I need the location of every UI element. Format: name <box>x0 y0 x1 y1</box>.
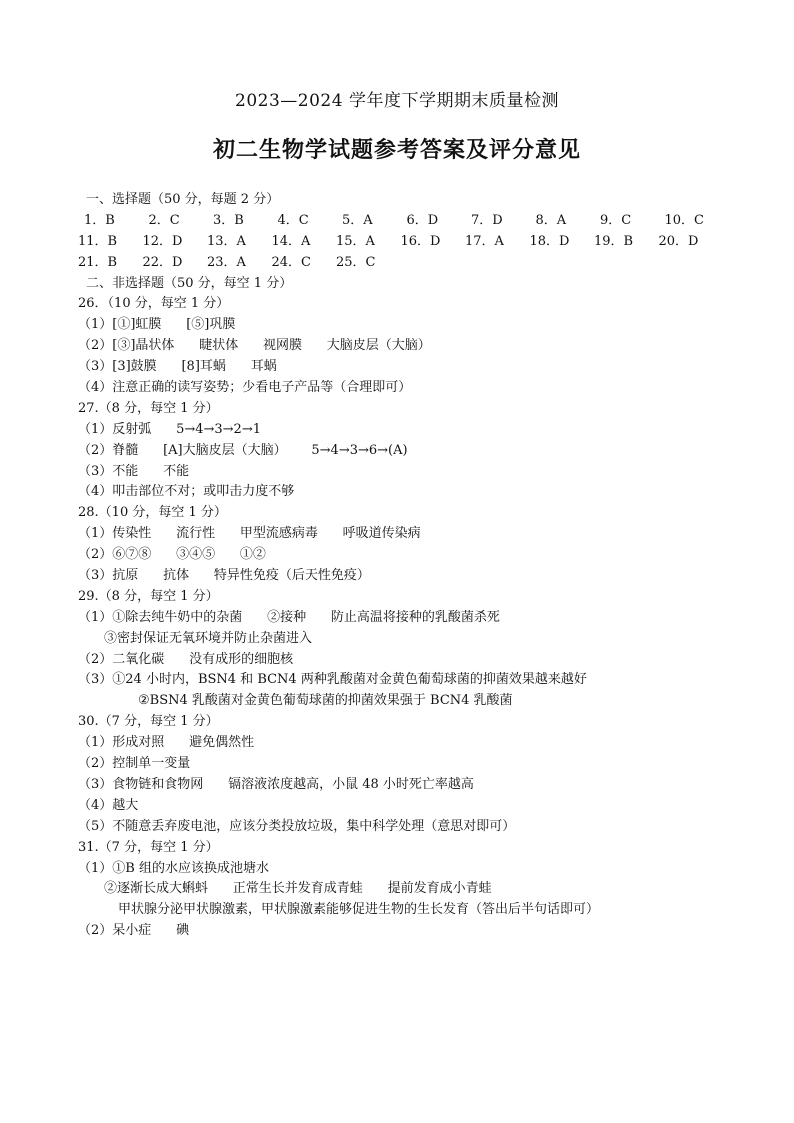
answer-line: （2）控制单一变量 <box>78 756 191 772</box>
answer-line: 26．（10 分，每空 1 分） <box>78 296 230 312</box>
mcq-answer: 25．C <box>336 254 376 270</box>
answer-line: 29.（8 分，每空 1 分） <box>78 588 219 604</box>
answer-line: （3）食物链和食物网 镉溶液浓度越高，小鼠 48 小时死亡率越高 <box>78 776 474 792</box>
mcq-answer: 11．B <box>78 233 118 249</box>
mcq-answer: 23．A <box>207 254 246 270</box>
mcq-answer-row <box>78 232 778 253</box>
page-subtitle: 初二生物学试题参考答案及评分意见 <box>212 137 581 163</box>
mcq-answer: 5．A <box>342 212 373 228</box>
mcq-answer: 18．D <box>529 233 570 249</box>
mcq-answer: 19．B <box>594 233 634 249</box>
answer-line: （2）[③]晶状体 睫状体 视网膜 大脑皮层（大脑） <box>78 338 431 354</box>
mcq-answer: 22．D <box>142 254 183 270</box>
mcq-answer: 16．D <box>400 233 441 249</box>
answer-line: 甲状腺分泌甲状腺激素，甲状腺激素能够促进生物的生长发育（答出后半句话即可） <box>118 902 600 918</box>
answer-content <box>78 190 778 942</box>
mcq-answer-row <box>78 253 778 274</box>
mcq-answer: 9．C <box>600 212 632 228</box>
answer-line: （1）①B 组的水应该换成池塘水 <box>78 860 269 876</box>
answer-line: （3）不能 不能 <box>78 463 190 479</box>
mcq-answer: 8．A <box>535 212 567 228</box>
mcq-answer: 6．D <box>406 212 439 228</box>
page-title: 2023—2024 学年度下学期期末质量检测 <box>235 91 559 111</box>
mcq-answer: 24．C <box>271 254 311 270</box>
mcq-answer: 21．B <box>78 254 118 270</box>
answer-line: 30.（7 分，每空 1 分） <box>78 714 219 730</box>
answer-line: 31.（7 分，每空 1 分） <box>78 839 219 855</box>
answer-line: （1）[①]虹膜 [⑤]巩膜 <box>78 317 236 333</box>
answer-line: （2）呆小症 碘 <box>78 923 190 939</box>
answer-line: （4）越大 <box>78 797 139 813</box>
answer-line: （1）传染性 流行性 甲型流感病毒 呼吸道传染病 <box>78 526 421 542</box>
mcq-answer: 15．A <box>336 233 375 249</box>
mcq-answer: 12．D <box>142 233 183 249</box>
answer-line: （2）二氧化碳 没有成形的细胞核 <box>78 651 294 667</box>
answer-line: （2）⑥⑦⑧ ③④⑤ ①② <box>78 547 266 563</box>
mcq-answer: 17．A <box>465 233 504 249</box>
answer-line: 28.（10 分，每空 1 分） <box>78 505 227 521</box>
answer-line: ②BSN4 乳酸菌对金黄色葡萄球菌的抑菌效果强于 BCN4 乳酸菌 <box>138 693 513 709</box>
mcq-answer: 2．C <box>148 212 180 228</box>
answer-line: （4）叩击部位不对；或叩击力度不够 <box>78 484 295 500</box>
mcq-answer: 10．C <box>664 212 704 228</box>
mcq-answer: 4．C <box>277 212 309 228</box>
answer-line: ②逐渐长成大蝌蚪 正常生长并发育成青蛙 提前发育成小青蛙 <box>104 881 492 897</box>
mcq-answer: 14．A <box>271 233 311 249</box>
mcq-answer-row <box>78 211 778 232</box>
answer-line: 一、选择题（50 分，每题 2 分） <box>86 192 280 207</box>
answer-line: （1）反射弧 5→4→3→2→1 <box>78 421 261 437</box>
answer-line: （3）抗原 抗体 特异性免疫（后天性免疫） <box>78 568 370 584</box>
answer-line: （1）形成对照 避免偶然性 <box>78 735 255 751</box>
mcq-answer: 7．D <box>471 212 503 228</box>
mcq-answer: 20．D <box>658 233 699 249</box>
answer-line: （2）脊髓 [A]大脑皮层（大脑） 5→4→3→6→(A) <box>78 442 408 458</box>
mcq-answer: 1．B <box>84 212 115 228</box>
answer-line: （1）①除去纯牛奶中的杂菌 ②接种 防止高温将接种的乳酸菌杀死 <box>78 609 500 625</box>
answer-line: （3）①24 小时内，BSN4 和 BCN4 两种乳酸菌对金黄色葡萄球菌的抑菌效果越来越好 <box>78 672 587 688</box>
answer-line: 27.（8 分，每空 1 分） <box>78 400 219 416</box>
answer-line: （5）不随意丢弃废电池，应该分类投放垃圾，集中科学处理（意思对即可） <box>78 818 516 834</box>
answer-line: 二、非选择题（50 分，每空 1 分） <box>86 275 293 291</box>
answer-line: （4）注意正确的读写姿势；少看电子产品等（合理即可） <box>78 380 412 396</box>
answer-line: （3）[3]鼓膜 [8]耳蜗 耳蜗 <box>78 359 277 375</box>
mcq-answer: 3．B <box>213 212 244 228</box>
mcq-answer: 13．A <box>207 233 246 249</box>
answer-line: ③密封保证无氧环境并防止杂菌进入 <box>104 630 313 646</box>
